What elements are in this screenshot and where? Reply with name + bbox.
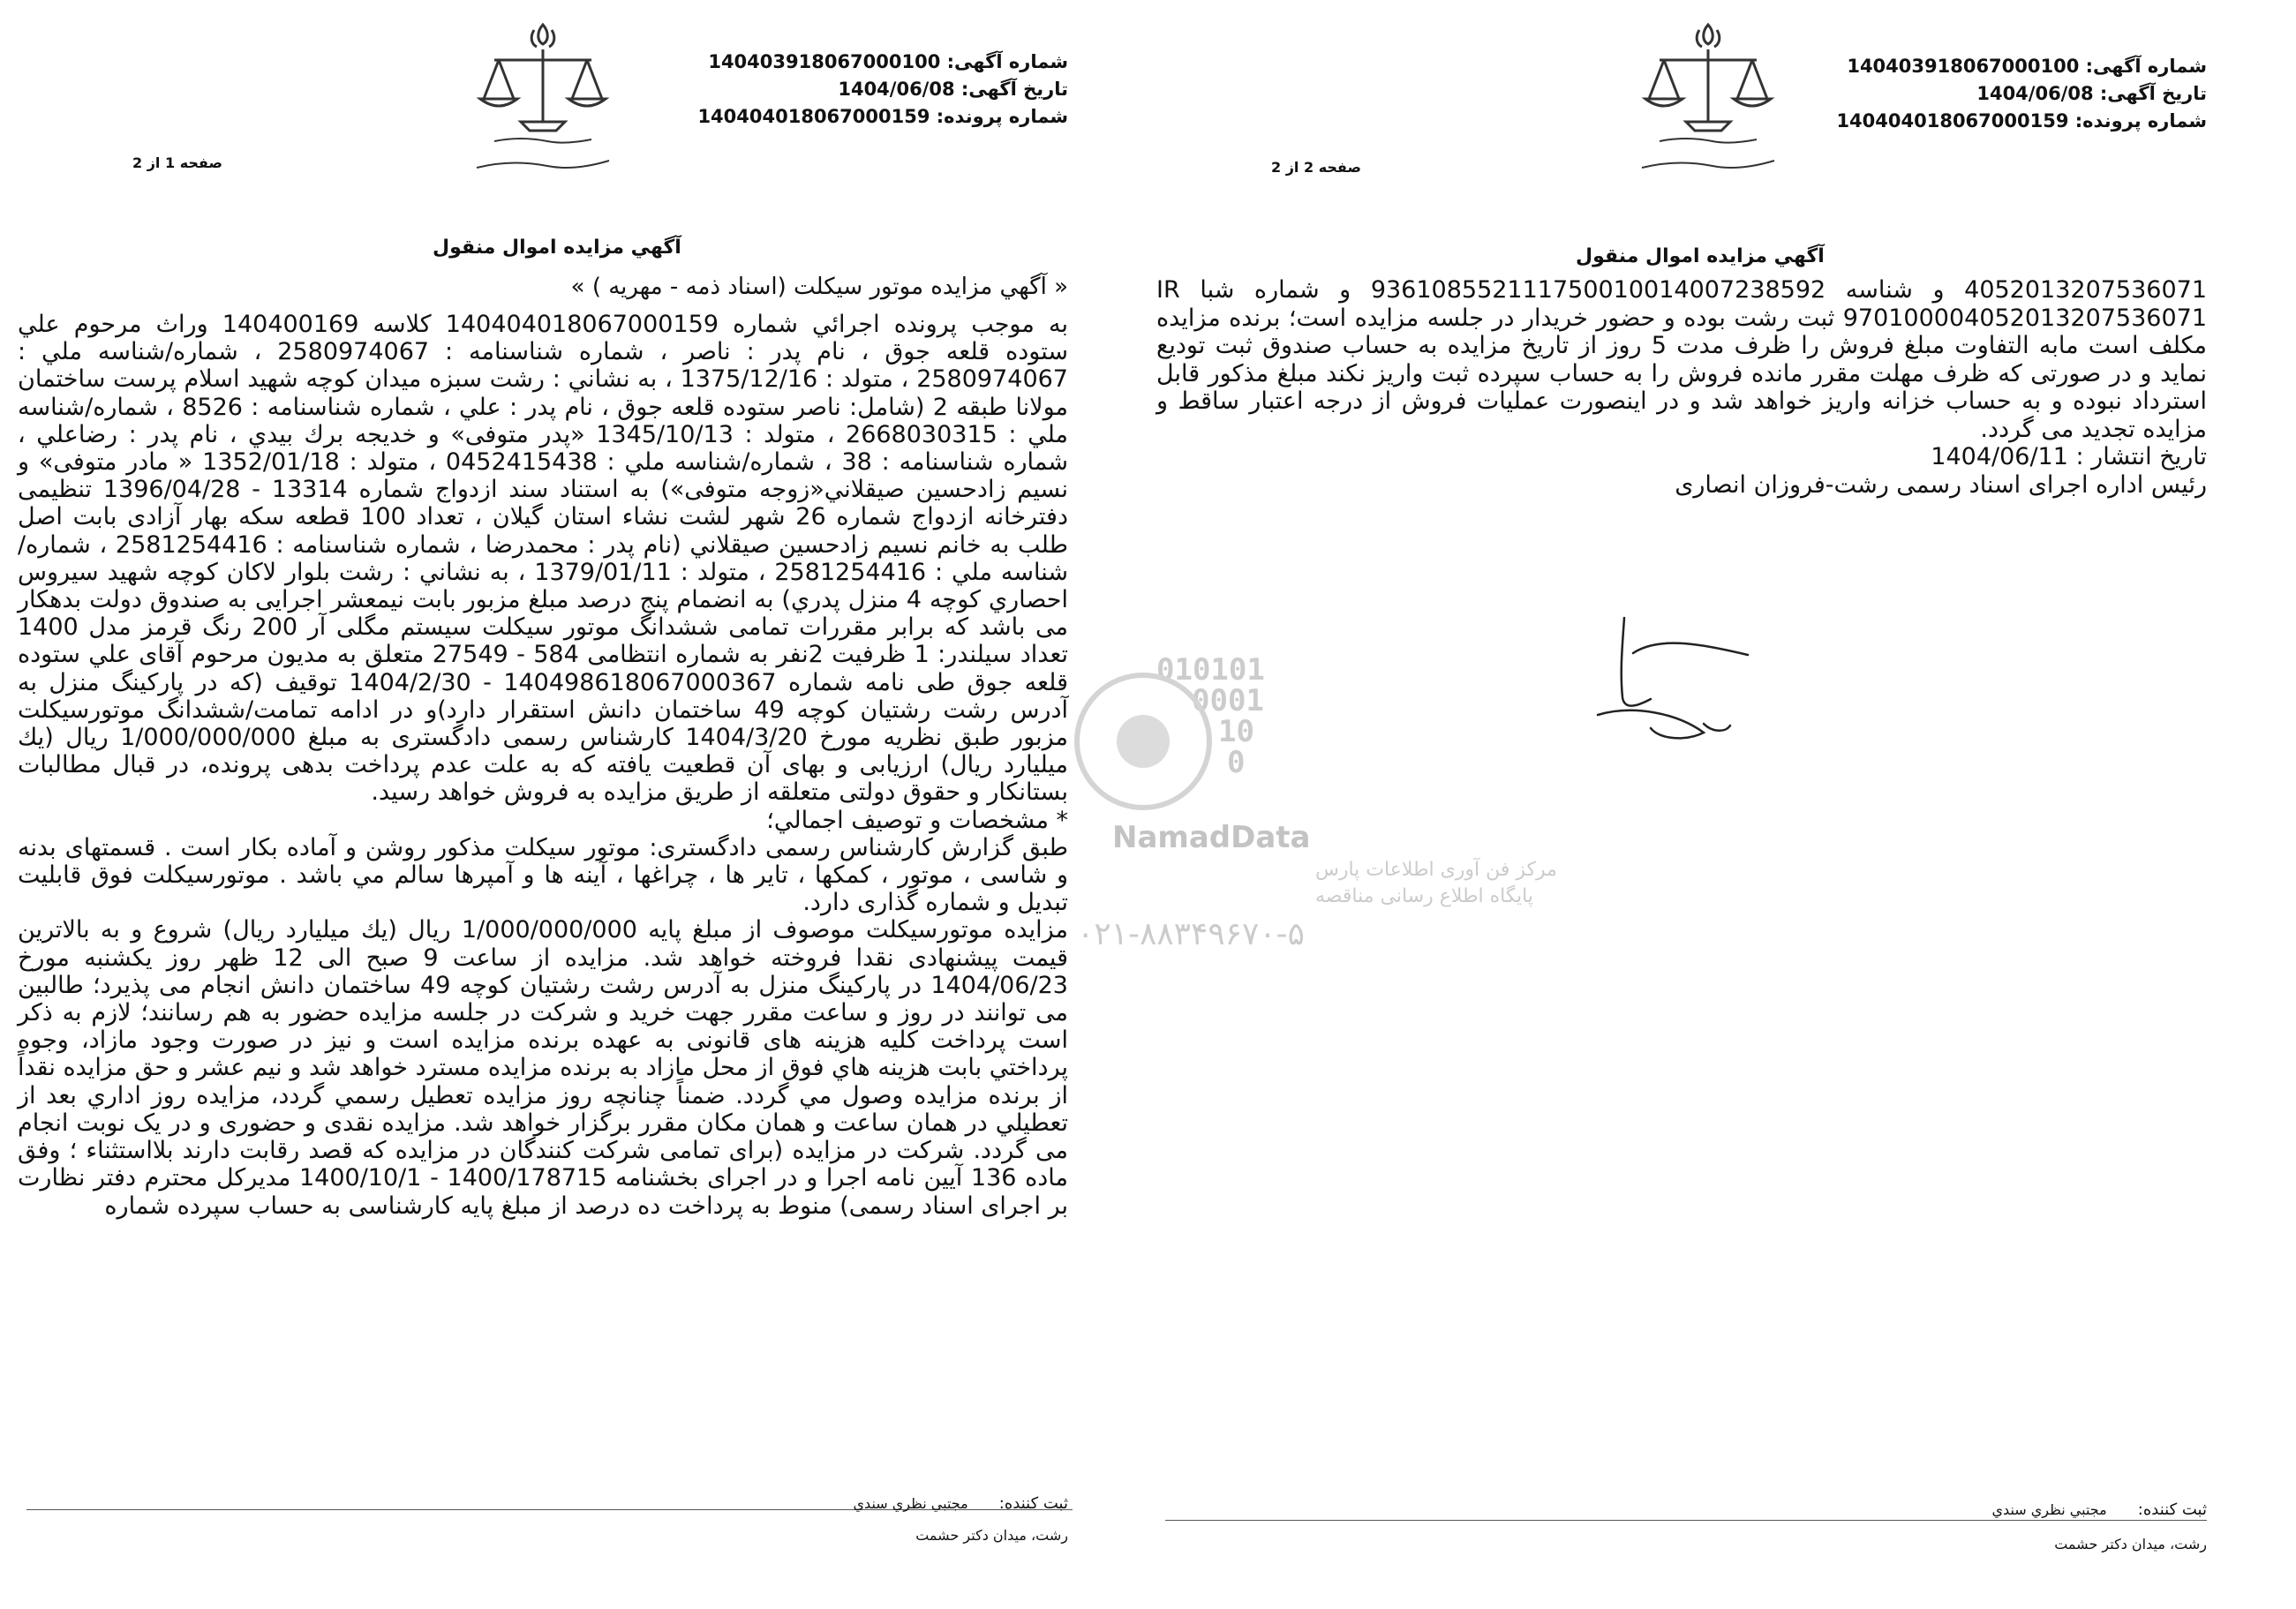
- footer-registrar: [854, 1494, 1068, 1513]
- notice-number-row: [1836, 53, 2207, 80]
- paragraph-payment-terms: 4052013207536071 و شناسه 936108552111750010014007238592 و شماره شبا IR 970100004052013207536071 ثبت رشت بوده و حضور خريدار در جلسه مزايده است؛ برنده مزايده مكلف است مابه التفاوت مبلغ فروش را ظرف مدت 5 روز از تاريخ مزايده به حساب صندوق ثبت توديع نمايد و در صورتی كه ظرف مهلت مقرر مانده فروش را به حساب سپرده ثبت واريز نكند مبلغ مذكور قابل استرداد نبوده و به حساب خزانه واريز خواهد شد و در اينصورت عمليات فروش از درجه اعتبار ساقط و مزايده تجديد می گردد.: [1156, 276, 2207, 443]
- notice-date-label: تاریخ آگهی:: [2099, 83, 2207, 104]
- notice-date-row: [1836, 80, 2207, 108]
- notice-date-label: تاریخ آگهی:: [960, 79, 1068, 100]
- svg-text:10: 10: [1218, 714, 1254, 749]
- watermark-line-2: مرکز فن آوری اطلاعات پارس: [1315, 859, 1557, 881]
- registrar-name: مجتبي نظري سندي: [853, 1495, 968, 1512]
- page-indicator: صفحه 1 از 2: [132, 154, 222, 171]
- page-2: [1148, 0, 2260, 1609]
- footer-address: رشت، ميدان دكتر حشمت: [915, 1527, 1068, 1544]
- notice-number-label: شماره آگهی:: [946, 51, 1068, 72]
- document-title: آگهي مزايده اموال منقول: [1576, 245, 1825, 267]
- footer-divider: [1165, 1520, 2207, 1521]
- page-1: [0, 0, 1112, 1609]
- paragraph-publish-date: تاريخ انتشار : 1404/06/11: [1931, 443, 2207, 470]
- notice-body: [1156, 276, 2207, 499]
- notice-date-row: [697, 76, 1068, 103]
- svg-text:0: 0: [1227, 745, 1246, 780]
- judiciary-emblem-logo: [1624, 18, 1792, 203]
- footer-address: رشت، ميدان دكتر حشمت: [2054, 1536, 2207, 1553]
- notice-number-row: [697, 49, 1068, 76]
- watermark-line-3: پایگاه اطلاع رسانی مناقصه: [1315, 885, 1533, 907]
- paragraph-case-details: به موجب پرونده اجرائي شماره 140404018067000159 كلاسه 140400169 وراث مرحوم علي ستوده قلعه جوق ، نام پدر : ناصر ، شماره شناسنامه : 2580974067 ، شماره/شناسه ملي : 2580974067 ، متولد : 1375/12/16 ، به نشاني : رشت سبزه ميدان كوچه شهيد اسلام پرست ساختمان مولانا طبقه 2 (شامل: ناصر ستوده قلعه جوق ، نام پدر : علي ، شماره شناسنامه : 8526 ، شماره/شناسه ملي : 2668030315 ، متولد : 1345/10/13 «پدر متوفی» و خديجه برك بيدي ، نام پدر : رضاعلي ، شماره شناسنامه : 38 ، شماره/شناسه ملي : 0452415438 ، متولد : 1352/01/18 « مادر متوفی» و نسيم زادحسين صيقلاني«زوجه متوفی») به استناد سند ازدواج شماره 13314 - 1396/04/28 تنظيمی دفترخانه ازدواج شماره 26 شهر لشت نشاء استان گيلان ، تعداد 100 قطعه سكه بهار آزادی بابت اصل طلب به خانم نسيم زادحسين صيقلاني (نام پدر : محمدرضا ، شماره شناسنامه : 2581254416 ، شماره/شناسه ملي : 2581254416 ، متولد : 1379/01/11 ، به نشاني : رشت بلوار لاكان كوچه شهيد سيروس احصاري كوچه 4 منزل پدري) به انضمام پنج درصد مبلغ مزبور بابت نيمعشر اجرایی به صندوق دولت بدهكار می باشد كه برابر مقررات تمامی ششدانگ موتور سيكلت سيستم مگلی آر 200 رنگ قرمز مدل 1400 تعداد سيلندر: 1 ظرفيت 2نفر به شماره انتظامی 584 - 27549 متعلق به مديون مرحوم آقای علي ستوده قلعه جوق طی نامه شماره 140498618067000367 - 1404/2/30 توقيف (كه در پاركينگ منزل به آدرس رشت رشتيان كوچه 49 ساختمان دانش استقرار دارد)و در ادامه تمامت/ششدانگ موتورسيكلت مزبور طبق نظريه مورخ 1404/3/20 كارشناس رسمی دادگستری به مبلغ 1/000/000/000 ريال (يك ميليارد ريال) ارزيابی و بهای آن قطعيت يافته كه به علت عدم پرداخت بدهی پرونده، در قبال مطالبات بستانكار و حقوق دولتی متعلقه از طريق مزايده به فروش خواهد رسيد.: [18, 311, 1069, 807]
- notice-number: 140403918067000100: [708, 51, 941, 72]
- watermark-phone: ۰۲۱-۸۸۳۴۹۶۷۰-۵: [1077, 916, 1306, 952]
- notice-header-info: [1836, 53, 2207, 135]
- watermark-brand: NamadData: [1112, 820, 1311, 855]
- file-number-label: شماره پرونده:: [2074, 110, 2207, 132]
- paragraph-expert-report: طبق گزارش كارشناس رسمی دادگستری: موتور سيكلت مذكور روشن و آماده بكار است . قسمتهای بدنه و شاسی ، موتور ، كمكها ، تاير ها ، چراغها ، آينه ها و آمپرها سالم مي باشد . موتورسيكلت فوق قابليت تبديل و شماره گذاری دارد.: [18, 833, 1068, 917]
- svg-text:010101: 010101: [1156, 652, 1265, 688]
- registrar-label: ثبت كننده:: [998, 1494, 1068, 1513]
- registrar-name: مجتبي نظري سندي: [1991, 1501, 2107, 1518]
- notice-header-info: [697, 49, 1068, 131]
- file-number: 140404018067000159: [697, 106, 930, 127]
- notice-date: 1404/06/08: [1976, 83, 2094, 104]
- footer-registrar: [1992, 1500, 2207, 1519]
- judiciary-emblem-logo: [459, 18, 627, 203]
- handwritten-signature: [1571, 600, 1774, 759]
- file-number-row: [1836, 108, 2207, 135]
- document-title: آگهي مزايده اموال منقول: [433, 237, 681, 259]
- file-number: 140404018067000159: [1836, 110, 2069, 132]
- page-indicator: صفحه 2 از 2: [1271, 159, 1361, 176]
- notice-date: 1404/06/08: [838, 79, 955, 100]
- notice-body: [18, 311, 1068, 1220]
- registrar-label: ثبت كننده:: [2137, 1500, 2207, 1519]
- file-number-row: [697, 103, 1068, 131]
- paragraph-signatory: رئيس اداره اجرای اسناد رسمی رشت-فروزان انصاری: [1675, 470, 2207, 499]
- svg-text:0001: 0001: [1192, 683, 1264, 718]
- paragraph-specs-heading: * مشخصات و توصيف اجمالي؛: [766, 806, 1068, 834]
- paragraph-auction-terms: مزايده موتورسيكلت موصوف از مبلغ پايه 1/000/000/000 ريال (يك ميليارد ريال) شروع و به بالاترين قيمت پيشنهادی نقدا فروخته خواهد شد. مزايده از ساعت 9 صبح الی 12 ظهر روز يكشنبه مورخ 1404/06/23 در پاركينگ منزل به آدرس رشت رشتيان كوچه 49 ساختمان دانش انجام می پذيرد؛ طالبين می توانند در روز و ساعت مقرر جهت خريد و شركت در جلسه مزايده حضور به هم رسانند؛ لازم به ذكر است پرداخت كليه هزينه های قانونی به عهده برنده مزايده است و نيز در صورت وجود مازاد، وجوه پرداختي بابت هزينه هاي فوق از محل مازاد به برنده مزايده مسترد خواهد شد و نيم عشر و حق مزايده نقداً از برنده مزايده وصول مي گردد. ضمناً چنانچه روز مزايده تعطيل رسمي گردد، مزايده روز اداري بعد از تعطيلي در همان ساعت و همان مكان مقرر برگزار خواهد شد. مزايده نقدی و حضوری و در يک نوبت انجام می گردد. شركت در مزايده (برای تمامی شركت كنندگان در مزايده كه قصد رقابت دارند بلااستثناء ؛ وفق ماده 136 آيين نامه اجرا و در اجرای بخشنامه 1400/178715 - 1400/10/1 مديركل محترم دفتر نظارت بر اجرای اسناد رسمی) منوط به پرداخت ده درصد از مبلغ پايه كارشناسی به حساب سپرده شماره: [18, 916, 1069, 1220]
- file-number-label: شماره پرونده:: [936, 106, 1068, 127]
- notice-number: 140403918067000100: [1847, 56, 2080, 77]
- document-subtitle: « آگهي مزايده موتور سيكلت (اسناد ذمه - مهريه ) »: [570, 274, 1068, 300]
- notice-number-label: شماره آگهی:: [2085, 56, 2207, 77]
